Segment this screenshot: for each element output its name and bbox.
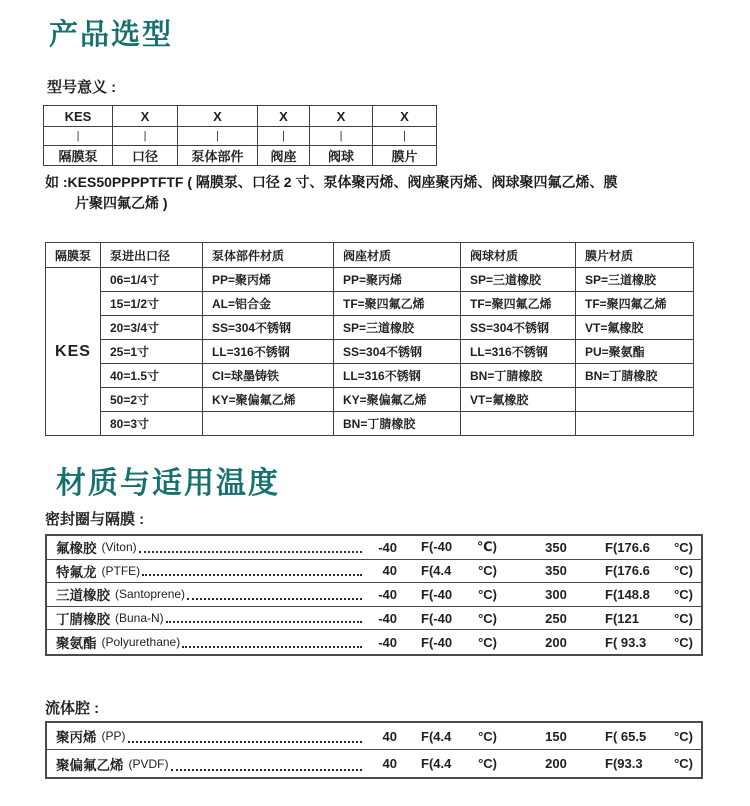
material-name-en: (PTFE)	[101, 563, 141, 578]
selection-table-cell: PP=聚丙烯	[334, 268, 461, 292]
max-temp-c-unit: °C)	[674, 563, 693, 579]
selection-table-cell	[203, 412, 334, 436]
min-temp-c-unit: ℃)	[476, 539, 497, 555]
model-table-cell: 阀球	[310, 146, 373, 166]
model-table-cell: X	[113, 106, 178, 127]
min-temp-c-group	[421, 539, 497, 555]
selection-table-row	[46, 388, 694, 412]
max-temp-c-group	[605, 635, 693, 650]
model-table-row	[44, 127, 437, 146]
material-name-en: (PP)	[101, 729, 126, 743]
max-temp-c: F(93.3	[605, 756, 643, 771]
min-temp-c-group	[421, 587, 497, 602]
max-temp-c-group	[605, 611, 693, 626]
material-name-en: (Santoprene)	[115, 587, 186, 602]
page-title-material-temperature: 材质与适用温度	[56, 467, 280, 500]
max-temp-f: 250	[545, 610, 567, 626]
min-temp-f: -40	[378, 610, 397, 626]
selection-table-row	[46, 268, 694, 292]
model-table-cell: 隔膜泵	[44, 146, 113, 166]
min-temp-f: -40	[378, 539, 397, 555]
max-temp-f: 200	[545, 756, 567, 771]
min-temp-c: F(-40	[421, 634, 453, 650]
model-table-body	[44, 106, 437, 166]
selection-table-header: 阀球材质	[461, 243, 576, 268]
material-temp-row	[47, 723, 701, 750]
max-temp-f: 350	[545, 563, 567, 579]
model-table-cell: X	[258, 106, 310, 127]
min-temp-c-group	[421, 611, 497, 626]
fluids-section-label: 流体腔 :	[45, 700, 100, 717]
material-name-zh: 丁腈橡胶	[56, 612, 110, 628]
min-temp-c: F(-40	[421, 539, 453, 555]
selection-table-row	[46, 412, 694, 436]
selection-table-cell: PU=聚氨酯	[576, 340, 694, 364]
pump-series-cell: KES	[46, 268, 101, 436]
max-temp-c-unit: °C)	[674, 610, 693, 626]
selection-table-cell: SS=304不锈钢	[203, 316, 334, 340]
model-table-cell: 阀座	[258, 146, 310, 166]
selection-table-cell	[461, 412, 576, 436]
min-temp-c-unit: °C)	[478, 586, 497, 602]
model-table-cell: X	[373, 106, 437, 127]
selection-table	[45, 242, 694, 436]
selection-table-cell: CI=球墨铸铁	[203, 364, 334, 388]
selection-table-cell: SP=三道橡胶	[576, 268, 694, 292]
model-table-cell: X	[178, 106, 258, 127]
selection-table-cell: 20=3/4寸	[101, 316, 203, 340]
model-table-cell: 口径	[113, 146, 178, 166]
max-temp-c-unit: °C)	[674, 539, 693, 555]
selection-table-cell: KY=聚偏氟乙烯	[203, 388, 334, 412]
material-temp-row	[47, 750, 701, 777]
max-temp-c-group	[605, 587, 693, 602]
dotted-leader	[128, 741, 363, 743]
selection-table-cell: LL=316不锈钢	[334, 364, 461, 388]
selection-table-cell: TF=聚四氟乙烯	[334, 292, 461, 316]
selection-table-cell: PP=聚丙烯	[203, 268, 334, 292]
max-temp-c-unit: °C)	[674, 634, 693, 650]
max-temp-c: F(176.6	[605, 563, 650, 579]
selection-table-header: 膜片材质	[576, 243, 694, 268]
max-temp-c-group	[605, 729, 693, 744]
dotted-leader	[182, 646, 362, 648]
min-temp-c-group	[421, 635, 497, 650]
material-temp-row	[47, 583, 701, 607]
material-name-en: (Buna-N)	[115, 611, 164, 626]
max-temp-f: 150	[545, 728, 567, 744]
max-temp-f: 300	[545, 586, 567, 602]
model-example	[45, 172, 715, 214]
model-table	[43, 105, 437, 166]
min-temp-c: F(-40	[421, 610, 453, 626]
selection-table-cell: BN=丁腈橡胶	[334, 412, 461, 436]
min-temp-c: F(4.4	[421, 563, 452, 579]
max-temp-f: 200	[545, 634, 567, 650]
selection-table-header: 泵体部件材质	[203, 243, 334, 268]
material-temp-row	[47, 560, 701, 584]
material-name-zh: 氟橡胶	[56, 541, 97, 557]
material-temp-row	[47, 630, 701, 654]
min-temp-c-unit: °C)	[478, 610, 497, 626]
min-temp-c-unit: °C)	[478, 756, 497, 771]
min-temp-f: 40	[382, 728, 397, 744]
model-table-cell: |	[113, 127, 178, 146]
material-name-zh: 聚丙烯	[56, 730, 97, 745]
material-name-zh: 特氟龙	[56, 564, 97, 580]
selection-table-cell: SP=三道橡胶	[334, 316, 461, 340]
model-table-cell: |	[373, 127, 437, 146]
selection-table-cell: LL=316不锈钢	[203, 340, 334, 364]
min-temp-c-unit: °C)	[478, 634, 497, 650]
selection-table-cell: SS=304不锈钢	[334, 340, 461, 364]
seals-section-label: 密封圈与隔膜 :	[45, 511, 145, 528]
selection-table-cell: 80=3寸	[101, 412, 203, 436]
selection-table-cell: SS=304不锈钢	[461, 316, 576, 340]
selection-table-row	[46, 292, 694, 316]
model-table-cell: 膜片	[373, 146, 437, 166]
min-temp-c-unit: °C)	[478, 563, 497, 579]
max-temp-c-group	[605, 756, 693, 771]
model-table-row	[44, 106, 437, 127]
selection-table-cell: 15=1/2寸	[101, 292, 203, 316]
model-example-line2: 片聚四氟乙烯 )	[75, 195, 168, 211]
min-temp-c-group	[421, 729, 497, 744]
model-table-row	[44, 146, 437, 166]
model-meaning-label: 型号意义 :	[47, 79, 117, 96]
model-table-cell: X	[310, 106, 373, 127]
max-temp-c: F( 93.3	[605, 634, 647, 650]
selection-table-body	[46, 268, 694, 436]
max-temp-c: F( 65.5	[605, 728, 647, 744]
selection-table-cell: 06=1/4寸	[101, 268, 203, 292]
selection-table-cell: BN=丁腈橡胶	[576, 364, 694, 388]
selection-table-cell: VT=氟橡胶	[576, 316, 694, 340]
max-temp-c-unit: °C)	[674, 586, 693, 602]
min-temp-f: 40	[382, 756, 397, 771]
selection-table-header: 泵进出口径	[101, 243, 203, 268]
model-table-cell: KES	[44, 106, 113, 127]
selection-table-cell: BN=丁腈橡胶	[461, 364, 576, 388]
selection-table-cell: KY=聚偏氟乙烯	[334, 388, 461, 412]
max-temp-c-unit: °C)	[674, 728, 693, 744]
selection-table-cell: TF=聚四氟乙烯	[461, 292, 576, 316]
min-temp-c: F(4.4	[421, 756, 452, 771]
max-temp-c-group	[605, 563, 693, 578]
selection-table-cell	[576, 388, 694, 412]
selection-table-cell: 25=1寸	[101, 340, 203, 364]
selection-table-row	[46, 316, 694, 340]
max-temp-c: F(148.8	[605, 586, 650, 602]
min-temp-c-group	[421, 563, 497, 578]
material-name-zh: 三道橡胶	[56, 588, 110, 604]
selection-table-header: 隔膜泵	[46, 243, 101, 268]
dotted-leader	[171, 769, 363, 771]
max-temp-c-group	[605, 540, 693, 555]
model-table-cell: |	[44, 127, 113, 146]
selection-table-cell: TF=聚四氟乙烯	[576, 292, 694, 316]
selection-table-cell: 50=2寸	[101, 388, 203, 412]
material-name-en: (Viton)	[101, 540, 137, 555]
dotted-leader	[187, 598, 362, 600]
material-temp-row	[47, 607, 701, 631]
material-temp-row	[47, 536, 701, 560]
min-temp-f: 40	[382, 563, 397, 579]
selection-table-cell: VT=氟橡胶	[461, 388, 576, 412]
selection-table-row	[46, 340, 694, 364]
material-name-en: (Polyurethane)	[101, 635, 181, 650]
max-temp-c: F(121	[605, 610, 639, 626]
selection-table-header: 阀座材质	[334, 243, 461, 268]
selection-table-head-row	[46, 243, 694, 268]
selection-table-cell	[576, 412, 694, 436]
min-temp-f: -40	[378, 586, 397, 602]
selection-table-row	[46, 364, 694, 388]
min-temp-c: F(-40	[421, 586, 453, 602]
min-temp-c-group	[421, 756, 497, 771]
model-table-cell: |	[258, 127, 310, 146]
max-temp-f: 350	[545, 539, 567, 555]
min-temp-f: -40	[378, 634, 397, 650]
min-temp-c-unit: °C)	[478, 728, 497, 744]
model-example-line1: 如 :KES50PPPPTFTF ( 隔膜泵、口径 2 寸、泵体聚丙烯、阀座聚丙烯、阀球聚四氟乙烯、膜	[45, 174, 618, 190]
dotted-leader	[166, 621, 362, 623]
material-name-zh: 聚偏氟乙烯	[56, 757, 124, 773]
model-table-cell: |	[310, 127, 373, 146]
selection-table-cell: LL=316不锈钢	[461, 340, 576, 364]
selection-table-cell: SP=三道橡胶	[461, 268, 576, 292]
seals-temp-table	[45, 534, 703, 656]
selection-table-cell: AL=铝合金	[203, 292, 334, 316]
material-name-zh: 聚氨酯	[56, 636, 97, 652]
model-table-cell: 泵体部件	[178, 146, 258, 166]
max-temp-c-unit: °C)	[674, 756, 693, 771]
dotted-leader	[142, 574, 362, 576]
page-title-product-selection: 产品选型	[49, 19, 174, 51]
model-table-cell: |	[178, 127, 258, 146]
fluids-temp-table	[45, 721, 703, 779]
material-name-en: (PVDF)	[128, 756, 169, 771]
dotted-leader	[139, 551, 362, 553]
min-temp-c: F(4.4	[421, 728, 452, 744]
selection-table-cell: 40=1.5寸	[101, 364, 203, 388]
max-temp-c: F(176.6	[605, 539, 650, 555]
